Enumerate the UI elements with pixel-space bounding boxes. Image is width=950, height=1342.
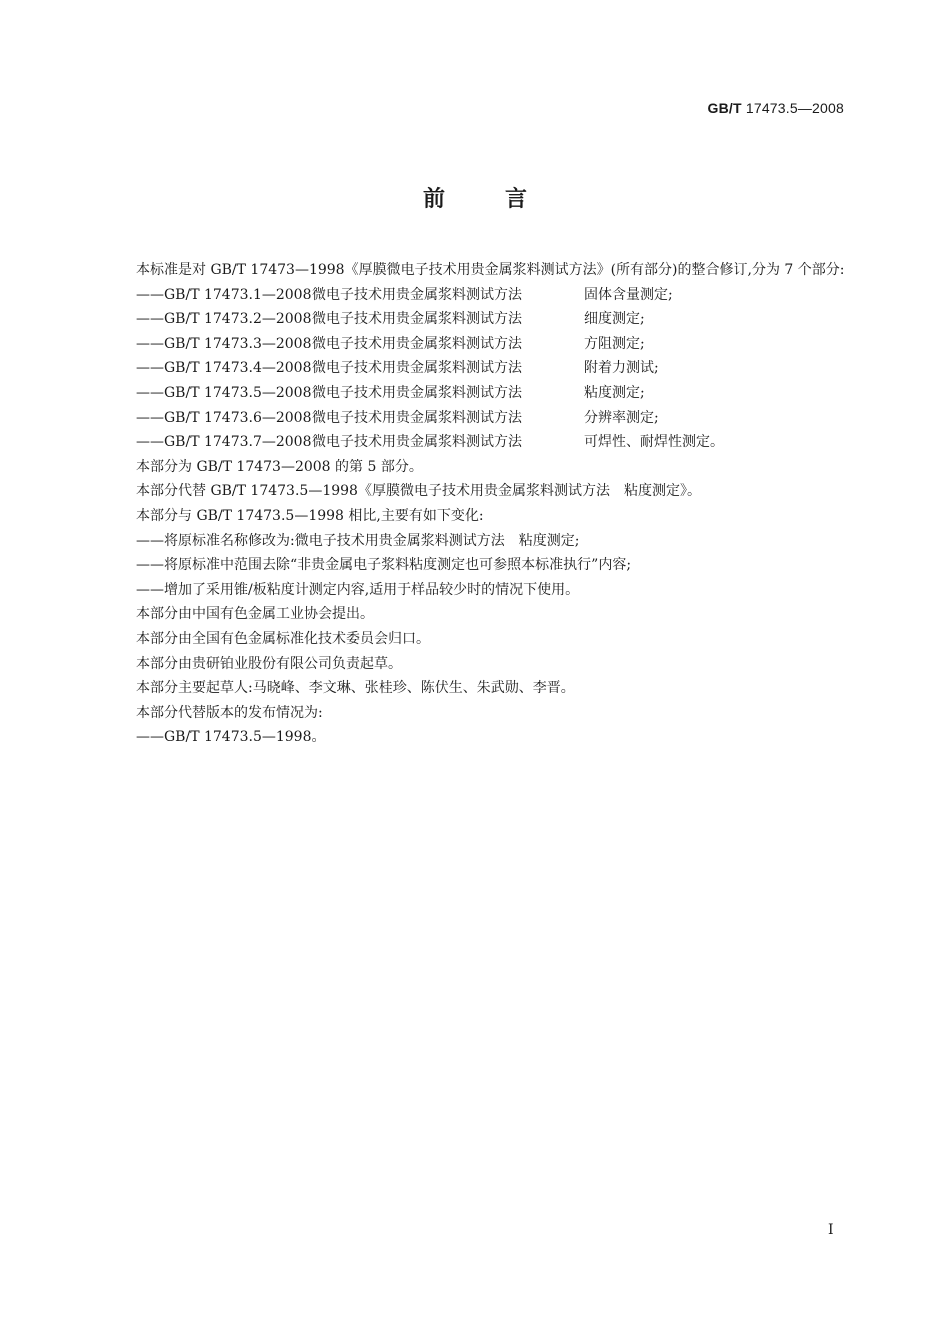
part-subtitle: 粘度测定; — [584, 384, 645, 401]
list-item — [108, 307, 848, 332]
list-item — [108, 381, 848, 406]
changes-intro-paragraph: 本部分与 GB/T 17473.5—1998 相比,主要有如下变化: — [136, 507, 484, 524]
part-number-paragraph: 本部分为 GB/T 17473—2008 的第 5 部分。 — [136, 458, 423, 475]
part-subtitle: 方阻测定; — [584, 335, 645, 352]
list-item: ——增加了采用锥/板粘度计测定内容,适用于样品较少时的情况下使用。 — [136, 581, 580, 598]
list-item: ——GB/T 17473.5—1998。 — [136, 729, 326, 746]
parts-list — [108, 283, 848, 455]
part-subtitle: 附着力测试; — [584, 360, 659, 377]
part-code: ——GB/T 17473.5—2008 — [136, 384, 312, 401]
list-item — [108, 356, 848, 381]
part-code: ——GB/T 17473.3—2008 — [136, 335, 312, 352]
part-name: 微电子技术用贵金属浆料测试方法 — [312, 434, 522, 451]
document-body — [108, 258, 848, 750]
header-standard-prefix: GB/T — [707, 100, 742, 116]
part-code: ——GB/T 17473.7—2008 — [136, 434, 312, 451]
part-subtitle: 分辨率测定; — [584, 409, 659, 426]
drafters-paragraph: 本部分主要起草人:马晓峰、李文琳、张桂珍、陈伏生、朱武勋、李晋。 — [136, 680, 575, 697]
list-item: ——将原标准中范围去除“非贵金属电子浆料粘度测定也可参照本标准执行”内容; — [136, 557, 632, 574]
part-name: 微电子技术用贵金属浆料测试方法 — [312, 384, 522, 401]
page-header — [708, 100, 845, 116]
part-subtitle: 固体含量测定; — [584, 286, 673, 303]
part-name: 微电子技术用贵金属浆料测试方法 — [312, 409, 522, 426]
changes-list — [108, 529, 848, 603]
part-code: ——GB/T 17473.2—2008 — [136, 311, 312, 328]
part-name: 微电子技术用贵金属浆料测试方法 — [312, 311, 522, 328]
proposed-by-paragraph: 本部分由中国有色金属工业协会提出。 — [136, 606, 374, 623]
replaces-paragraph: 本部分代替 GB/T 17473.5—1998《厚膜微电子技术用贵金属浆料测试方法 粘度测定》。 — [136, 483, 701, 500]
list-item — [108, 283, 848, 308]
list-item: ——将原标准名称修改为:微电子技术用贵金属浆料测试方法 粘度测定; — [136, 532, 580, 549]
administered-by-paragraph: 本部分由全国有色金属标准化技术委员会归口。 — [136, 630, 430, 647]
intro-paragraph: 本标准是对 GB/T 17473—1998《厚膜微电子技术用贵金属浆料测试方法》(所有部分)的整合修订,分为 7 个部分: — [136, 262, 845, 278]
part-code: ——GB/T 17473.6—2008 — [136, 409, 312, 426]
list-item — [108, 332, 848, 357]
previous-editions-list — [108, 725, 848, 750]
page-number: I — [828, 1222, 834, 1238]
part-name: 微电子技术用贵金属浆料测试方法 — [312, 360, 522, 377]
previous-editions-paragraph: 本部分代替版本的发布情况为: — [136, 704, 323, 721]
part-code: ——GB/T 17473.1—2008 — [136, 286, 312, 303]
part-subtitle: 细度测定; — [584, 311, 645, 328]
list-item — [108, 430, 848, 455]
part-subtitle: 可焊性、耐焊性测定。 — [584, 434, 724, 451]
drafted-by-paragraph: 本部分由贵研铂业股份有限公司负责起草。 — [136, 655, 402, 672]
page-title: 前言 — [422, 187, 587, 212]
part-code: ——GB/T 17473.4—2008 — [136, 360, 312, 377]
part-name: 微电子技术用贵金属浆料测试方法 — [312, 335, 522, 352]
list-item — [108, 406, 848, 431]
header-standard-number: 17473.5—2008 — [745, 100, 844, 116]
part-name: 微电子技术用贵金属浆料测试方法 — [312, 286, 522, 303]
